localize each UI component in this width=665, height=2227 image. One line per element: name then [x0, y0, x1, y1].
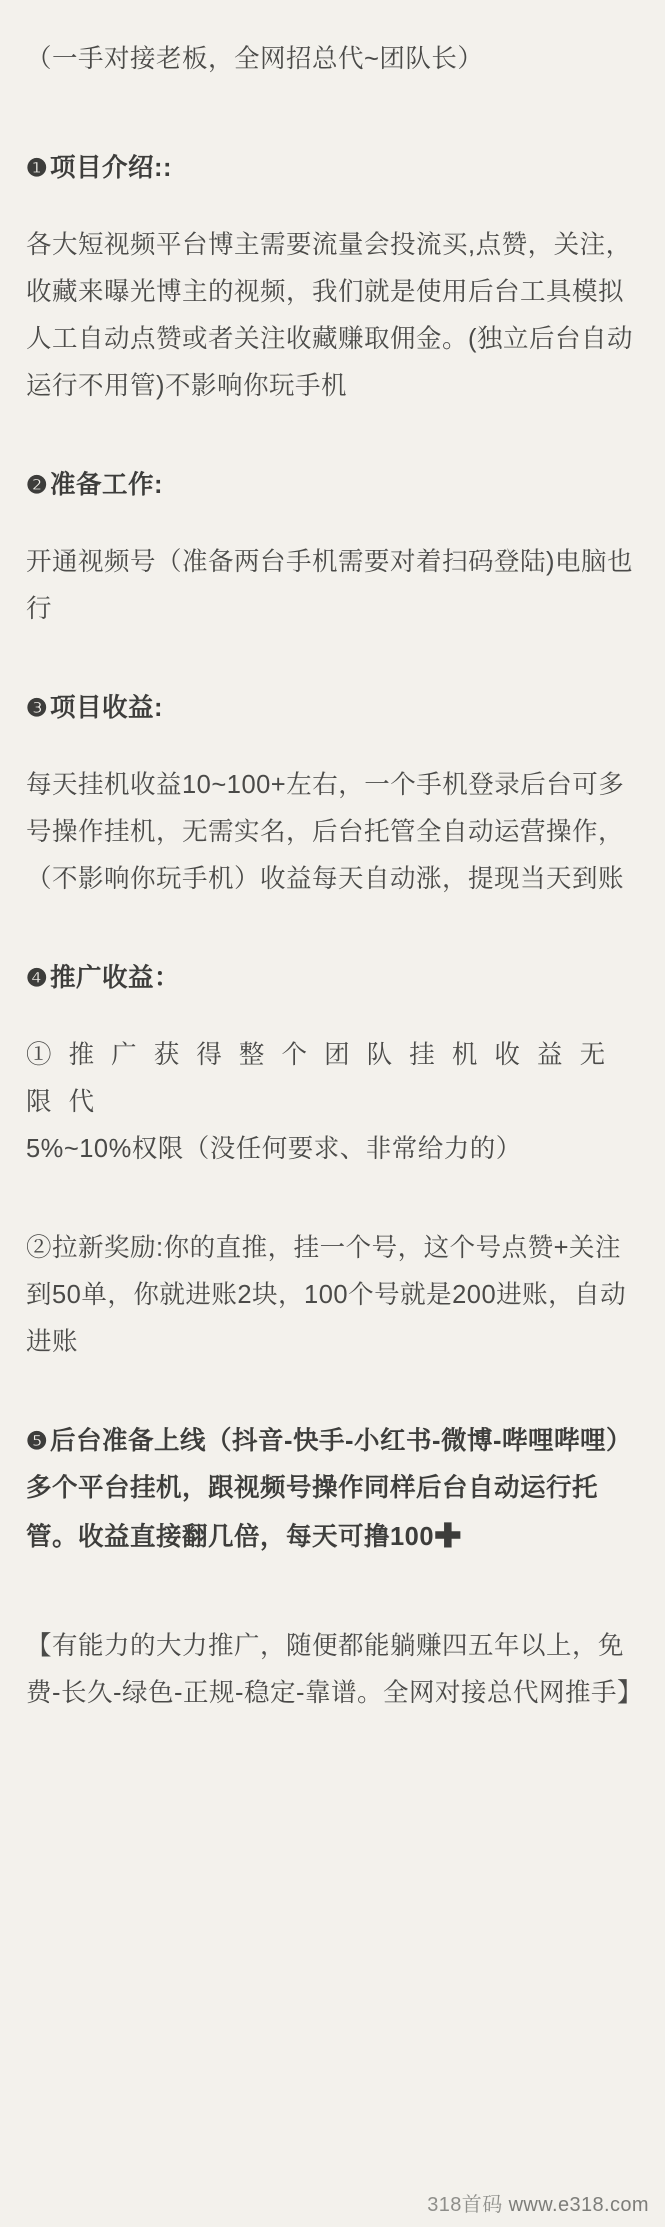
footer-note: 【有能力的大力推广，随便都能躺赚四五年以上，免费-长久-绿色-正规-稳定-靠谱。全网对接总代网推手】 — [26, 1632, 643, 1707]
section-2-heading — [26, 462, 639, 509]
spacer — [26, 83, 639, 145]
plus-icon: ✚ — [434, 1517, 462, 1554]
section-4-heading-text: 推广收益： — [50, 964, 181, 992]
section-4-heading — [26, 955, 639, 1002]
spacer — [26, 903, 639, 955]
section-2-marker: ❷ — [26, 472, 49, 499]
section-1-heading-text: 项目介绍:: — [50, 154, 172, 182]
section-2-body: 开通视频号（准备两台手机需要对着扫码登陆)电脑也行 — [26, 548, 633, 623]
spacer — [26, 1002, 639, 1032]
spacer — [26, 1561, 639, 1623]
section-4-body-1: ① 推 广 获 得 整 个 团 队 挂 机 收 益 无 限 代 — [26, 1041, 611, 1116]
section-5-marker: ❺ — [26, 1428, 49, 1455]
spacer — [26, 192, 639, 222]
section-1-body: 各大短视频平台博主需要流量会投流买,点赞，关注，收藏来曝光博主的视频，我们就是使用后台工具模拟人工自动点赞或者关注收藏赚取佣金。(独立后台自动运行不用管)不影响你玩手机 — [26, 231, 633, 400]
section-3-body: 每天挂机收益10~100+左右，一个手机登录后台可多号操作挂机，无需实名，后台托管全自动运营操作，（不影响你玩手机）收益每天自动涨，提现当天到账 — [26, 771, 625, 893]
section-1-marker: ❶ — [26, 155, 49, 182]
spacer — [26, 732, 639, 762]
section-3-marker: ❸ — [26, 695, 49, 722]
watermark-site: www.e318.com — [508, 2194, 649, 2216]
spacer — [26, 1366, 639, 1418]
watermark-prefix: 318首码 — [427, 2194, 503, 2216]
section-5-heading-text: 后台准备上线（抖音-快手-小红书-微博-哔哩哔哩）多个平台挂机，跟视频号操作同样后台自动运行托管。收益直接翻几倍，每天可撸100 — [26, 1427, 632, 1551]
spacer — [26, 1173, 639, 1225]
section-2-heading-text: 准备工作: — [50, 471, 164, 499]
section-4-body-2: ②拉新奖励:你的直推，挂一个号，这个号点赞+关注到50单，你就进账2块，100个号就是200进账，自动进账 — [26, 1234, 627, 1356]
section-5-heading — [26, 1418, 639, 1561]
spacer — [26, 509, 639, 539]
title-line: （一手对接老板，全网招总代~团队长） — [26, 45, 484, 73]
section-1-heading — [26, 145, 639, 192]
watermark — [427, 2188, 649, 2217]
section-4-body-1b: 5%~10%权限（没任何要求、非常给力的） — [26, 1135, 522, 1163]
section-4-marker: ❹ — [26, 965, 49, 992]
section-3-heading — [26, 685, 639, 732]
spacer — [26, 410, 639, 462]
spacer — [26, 633, 639, 685]
section-3-heading-text: 项目收益: — [50, 694, 164, 722]
